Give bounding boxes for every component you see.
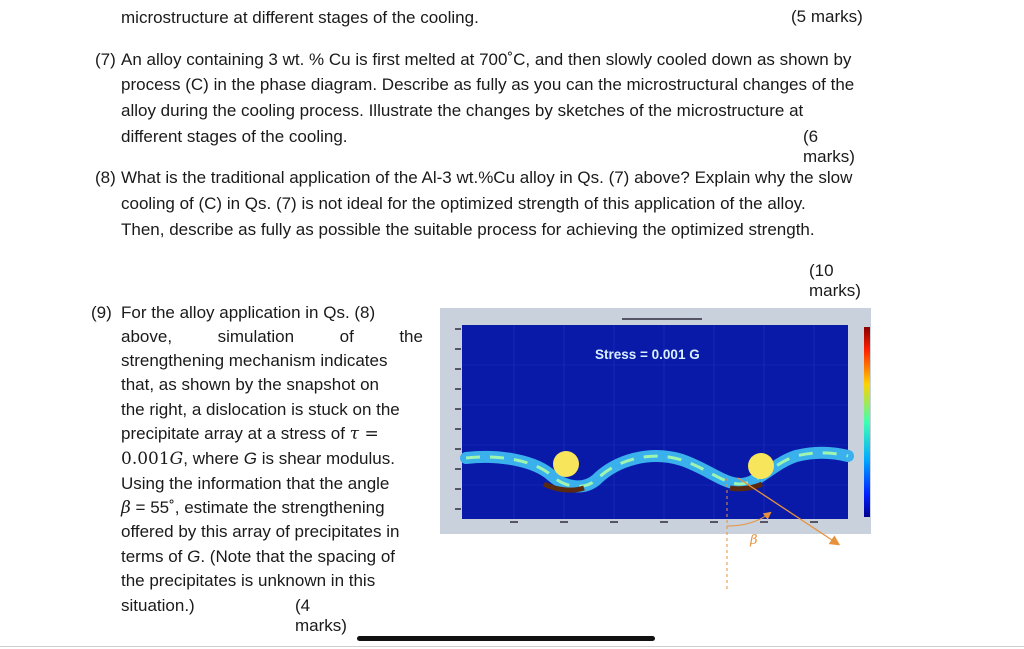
home-indicator[interactable] bbox=[357, 636, 655, 641]
page-divider bbox=[0, 646, 1024, 647]
q9-text: precipitate array at a stress of bbox=[121, 424, 350, 443]
q9-number: (9) bbox=[91, 303, 112, 322]
q6-marks: (5 marks) bbox=[791, 7, 863, 26]
beta-angle-label: β bbox=[750, 533, 758, 548]
dislocation-simulation-figure bbox=[440, 308, 876, 590]
q9-line: the precipitates is unknown in this bbox=[121, 571, 376, 590]
q9-line: situation.) bbox=[121, 596, 195, 615]
q7-line: alloy during the cooling process. Illustrate the changes by sketches of the microstructure at bbox=[121, 101, 804, 120]
q9-marks: (4 marks) bbox=[295, 596, 347, 635]
g-symbol: G bbox=[187, 547, 201, 566]
q7-marks: (6 marks) bbox=[803, 127, 855, 166]
q9-word: simulation bbox=[217, 327, 295, 346]
q8-marks: (10 marks) bbox=[809, 261, 861, 300]
stress-label: Stress = 0.001 G bbox=[595, 347, 700, 362]
q9-word: the bbox=[399, 327, 423, 346]
beta-symbol: β bbox=[121, 498, 131, 518]
q7-line: An alloy containing 3 wt. % Cu is first melted at 700˚C, and then slowly cooled down as shown by bbox=[121, 50, 852, 69]
q8-line: What is the traditional application of the Al-3 wt.%Cu alloy in Qs. (7) above? Explain why the slow bbox=[121, 168, 853, 187]
g-symbol: G bbox=[243, 449, 257, 468]
q9-text: . (Note that the spacing of bbox=[200, 547, 396, 566]
g-symbol: G bbox=[169, 449, 184, 469]
q9-line: the right, a dislocation is stuck on the bbox=[121, 400, 400, 419]
q7-line: different stages of the cooling. bbox=[121, 127, 348, 146]
q8-line: Then, describe as fully as possible the suitable process for achieving the optimized strength. bbox=[121, 220, 815, 239]
tau-symbol: τ = bbox=[349, 424, 379, 444]
q9-line: that, as shown by the snapshot on bbox=[121, 375, 380, 394]
q6-tail-text: microstructure at different stages of the cooling. bbox=[121, 8, 479, 27]
q9-line bbox=[121, 495, 385, 521]
precipitate-particle bbox=[748, 453, 774, 479]
q8-number: (8) bbox=[95, 168, 116, 187]
stress-value: 0.001 bbox=[121, 449, 170, 469]
q9-word: above, bbox=[121, 327, 173, 346]
q9-text: terms of bbox=[121, 547, 188, 566]
q9-line bbox=[121, 446, 395, 472]
q9-line: offered by this array of precipitates in bbox=[121, 522, 400, 541]
precipitate-particle bbox=[553, 451, 579, 477]
q9-text: is shear modulus. bbox=[256, 449, 395, 468]
q9-text: , where bbox=[183, 449, 244, 468]
q8-line: cooling of (C) in Qs. (7) is not ideal for the optimized strength of this application of the alloy. bbox=[121, 194, 806, 213]
q9-line: For the alloy application in Qs. (8) bbox=[121, 303, 376, 322]
q9-line bbox=[121, 544, 395, 569]
q9-line-justified bbox=[121, 324, 423, 349]
q9-line: strengthening mechanism indicates bbox=[121, 351, 388, 370]
q9-line: Using the information that the angle bbox=[121, 474, 390, 493]
q9-line bbox=[121, 421, 379, 447]
colorbar bbox=[864, 327, 870, 517]
q7-number: (7) bbox=[95, 50, 116, 69]
q9-text: = 55˚, estimate the strengthening bbox=[130, 498, 385, 517]
q7-line: process (C) in the phase diagram. Describe as fully as you can the microstructural changes of the bbox=[121, 75, 855, 94]
q9-word: of bbox=[339, 327, 354, 346]
